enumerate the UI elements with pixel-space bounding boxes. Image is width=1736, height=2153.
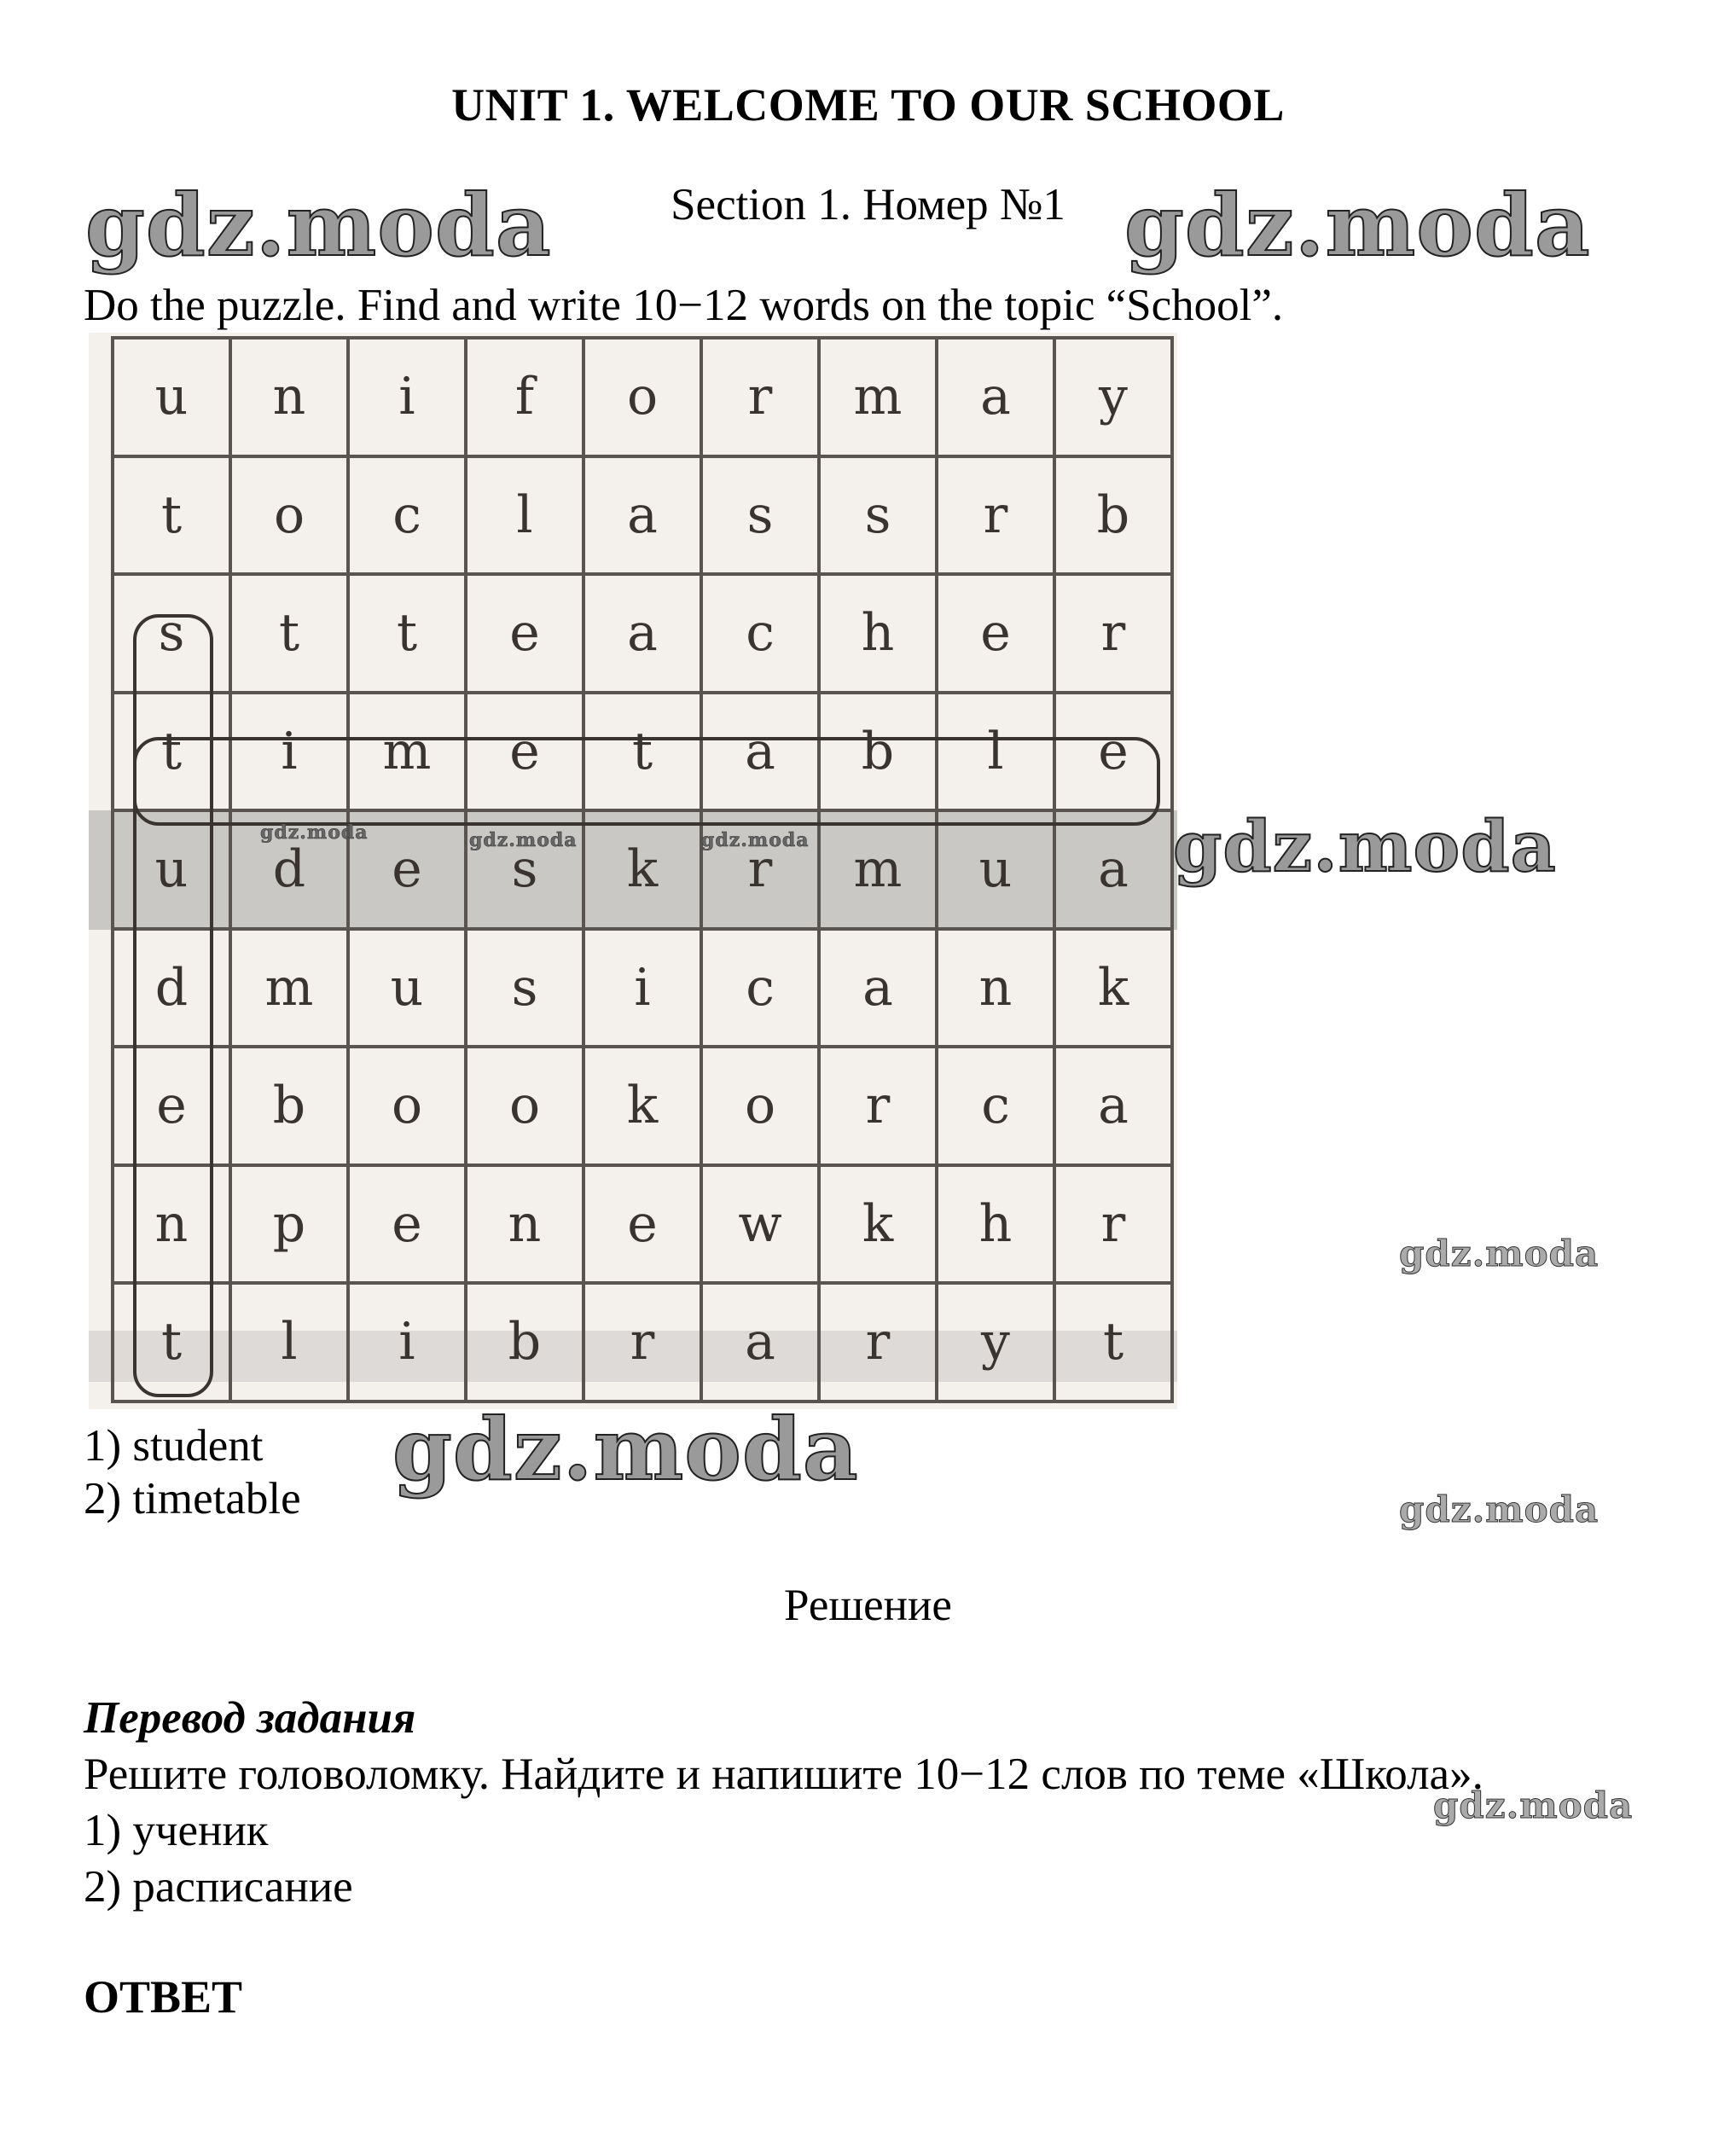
puzzle-cell: u — [350, 931, 467, 1049]
puzzle-cell: p — [232, 1167, 350, 1285]
answer-line-2: 2) timetable — [84, 1474, 301, 1523]
puzzle-cell: a — [703, 1285, 821, 1403]
watermark: gdz.moda — [1433, 1784, 1634, 1826]
puzzle-cell: r — [1056, 1167, 1174, 1285]
circled-word-student — [133, 614, 213, 1397]
puzzle-cell: e — [938, 576, 1056, 694]
puzzle-cell: i — [585, 931, 703, 1049]
puzzle-cell: a — [703, 694, 821, 813]
puzzle-cell: i — [232, 694, 350, 813]
puzzle-cell: t — [114, 458, 232, 577]
puzzle-cell: l — [232, 1285, 350, 1403]
puzzle-cell: n — [938, 931, 1056, 1049]
puzzle-cell: a — [821, 931, 938, 1049]
puzzle-cell: n — [114, 1167, 232, 1285]
puzzle-cell: o — [585, 339, 703, 458]
puzzle-cell: f — [467, 339, 585, 458]
answer-line-1: 1) student — [84, 1421, 264, 1471]
puzzle-cell: k — [821, 1167, 938, 1285]
puzzle-cell: e — [350, 812, 467, 931]
task-text: Do the puzzle. Find and write 10−12 words on the topic “School”. — [84, 281, 1284, 330]
puzzle-cell: t — [232, 576, 350, 694]
watermark: gdz.moda — [85, 175, 552, 276]
puzzle-cell: t — [114, 694, 232, 813]
puzzle-cell: s — [467, 931, 585, 1049]
puzzle-cell: d — [114, 931, 232, 1049]
puzzle-cell: r — [585, 1285, 703, 1403]
watermark: gdz.moda — [1124, 175, 1591, 276]
watermark: gdz.moda — [260, 821, 369, 844]
puzzle-cell: k — [585, 812, 703, 931]
puzzle-cell: u — [114, 812, 232, 931]
puzzle-cell: a — [585, 576, 703, 694]
puzzle-cell: a — [1056, 812, 1174, 931]
word-search-puzzle — [89, 333, 1177, 1409]
puzzle-cell: s — [821, 458, 938, 577]
puzzle-cell: e — [585, 1167, 703, 1285]
translation-text: Решите головоломку. Найдите и напишите 10−12 слов по теме «Школа». — [84, 1750, 1483, 1799]
puzzle-cell: y — [1056, 339, 1174, 458]
translation-heading: Перевод задания — [84, 1693, 416, 1743]
puzzle-cell: c — [703, 576, 821, 694]
puzzle-cell: r — [1056, 576, 1174, 694]
puzzle-cell: w — [703, 1167, 821, 1285]
puzzle-cell: l — [467, 458, 585, 577]
puzzle-cell: e — [350, 1167, 467, 1285]
puzzle-cell: r — [703, 812, 821, 931]
puzzle-cell: e — [467, 694, 585, 813]
watermark: gdz.moda — [1399, 1233, 1600, 1274]
watermark: gdz.moda — [392, 1399, 859, 1500]
puzzle-cell: l — [938, 694, 1056, 813]
puzzle-cell: c — [703, 931, 821, 1049]
puzzle-cell: u — [114, 339, 232, 458]
puzzle-cell: m — [821, 339, 938, 458]
puzzle-cell: n — [467, 1167, 585, 1285]
puzzle-cell: b — [821, 694, 938, 813]
watermark: gdz.moda — [1173, 806, 1557, 888]
puzzle-cell: c — [350, 458, 467, 577]
page-title: UNIT 1. WELCOME TO OUR SCHOOL — [451, 79, 1285, 131]
puzzle-cell: r — [703, 339, 821, 458]
puzzle-cell: u — [938, 812, 1056, 931]
puzzle-cell: e — [114, 1048, 232, 1167]
puzzle-cell: c — [938, 1048, 1056, 1167]
puzzle-cell: e — [1056, 694, 1174, 813]
puzzle-cell: a — [1056, 1048, 1174, 1167]
puzzle-cell: a — [585, 458, 703, 577]
puzzle-cell: t — [585, 694, 703, 813]
puzzle-cell: m — [232, 931, 350, 1049]
watermark: gdz.moda — [1399, 1489, 1600, 1530]
puzzle-cell: i — [350, 1285, 467, 1403]
puzzle-cell: e — [467, 576, 585, 694]
circled-word-timetable — [133, 737, 1160, 826]
puzzle-cell: y — [938, 1285, 1056, 1403]
puzzle-cell: m — [350, 694, 467, 813]
puzzle-cell: o — [350, 1048, 467, 1167]
puzzle-cell: o — [467, 1048, 585, 1167]
translation-answer-2: 2) расписание — [84, 1862, 353, 1912]
puzzle-cell: t — [350, 576, 467, 694]
puzzle-cell: b — [467, 1285, 585, 1403]
puzzle-cell: b — [1056, 458, 1174, 577]
puzzle-cell: r — [938, 458, 1056, 577]
puzzle-cell: o — [232, 458, 350, 577]
puzzle-cell: o — [703, 1048, 821, 1167]
puzzle-cell: t — [114, 1285, 232, 1403]
puzzle-cell: m — [821, 812, 938, 931]
puzzle-cell: h — [938, 1167, 1056, 1285]
puzzle-cell: s — [703, 458, 821, 577]
solution-label: Решение — [784, 1581, 952, 1630]
puzzle-cell: s — [467, 812, 585, 931]
puzzle-cell: a — [938, 339, 1056, 458]
puzzle-cell: i — [350, 339, 467, 458]
puzzle-cell: r — [821, 1285, 938, 1403]
answer-heading: ОТВЕТ — [84, 1971, 243, 2022]
translation-answer-1: 1) ученик — [84, 1806, 269, 1855]
puzzle-cell: d — [232, 812, 350, 931]
watermark: gdz.moda — [469, 829, 578, 851]
puzzle-cell: b — [232, 1048, 350, 1167]
puzzle-grid — [111, 336, 1174, 1403]
puzzle-cell: r — [821, 1048, 938, 1167]
puzzle-cell: t — [1056, 1285, 1174, 1403]
puzzle-cell: k — [1056, 931, 1174, 1049]
puzzle-cell: n — [232, 339, 350, 458]
puzzle-cell: k — [585, 1048, 703, 1167]
puzzle-cell: s — [114, 576, 232, 694]
section-heading: Section 1. Номер №1 — [671, 180, 1065, 229]
puzzle-cell: h — [821, 576, 938, 694]
watermark: gdz.moda — [701, 829, 810, 851]
